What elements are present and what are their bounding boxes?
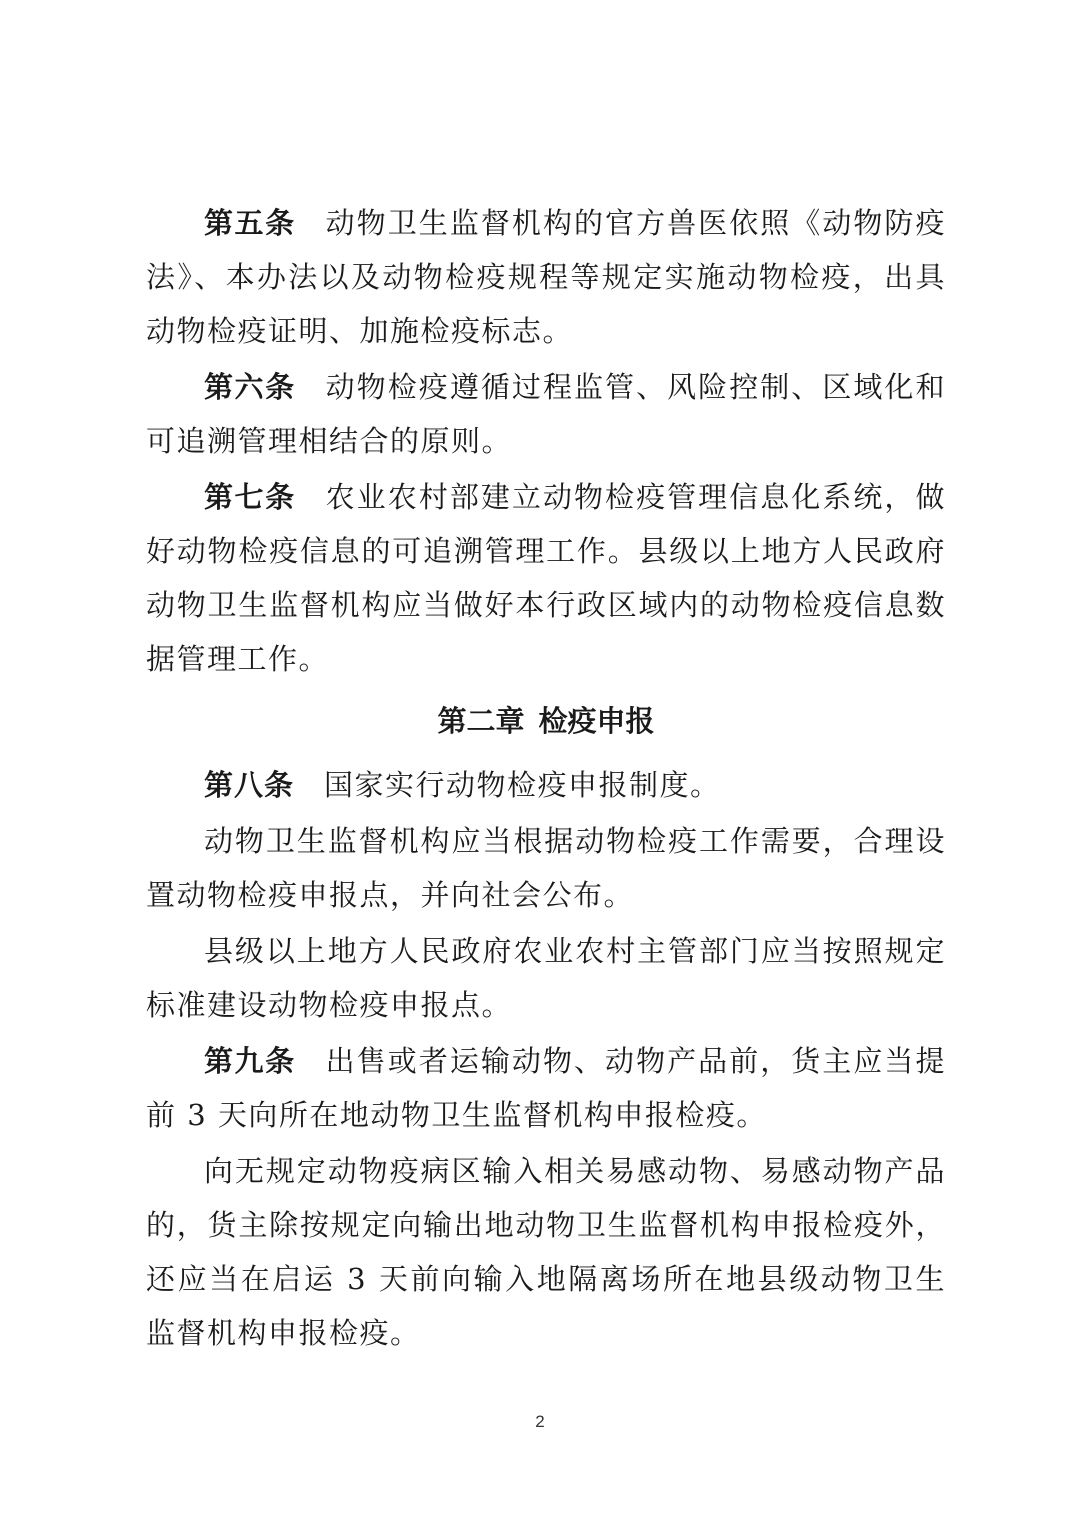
article-text: 国家实行动物检疫申报制度。	[324, 768, 721, 802]
article-7	[146, 470, 946, 686]
article-8	[146, 758, 946, 812]
article-9	[146, 1034, 946, 1142]
article-label: 第五条	[204, 206, 296, 240]
article-text: 出售或者运输动物、动物产品前，货主应当提前 3 天向所在地动物卫生监督机构申报检疫。	[146, 1044, 946, 1132]
article-label: 第九条	[204, 1044, 296, 1078]
article-text: 动物检疫遵循过程监管、风险控制、区域化和可追溯管理相结合的原则。	[146, 370, 946, 458]
article-5	[146, 196, 946, 358]
article-text: 动物卫生监督机构的官方兽医依照《动物防疫法》、本办法以及动物检疫规程等规定实施动物检疫，出具动物检疫证明、加施检疫标志。	[146, 206, 946, 348]
article-text: 农业农村部建立动物检疫管理信息化系统，做好动物检疫信息的可追溯管理工作。县级以上地方人民政府动物卫生监督机构应当做好本行政区域内的动物检疫信息数据管理工作。	[146, 480, 946, 676]
chapter-title: 检疫申报	[538, 704, 655, 738]
page-number: 2	[535, 1412, 545, 1431]
chapter-heading	[146, 694, 946, 748]
article-6	[146, 360, 946, 468]
article-label: 第六条	[204, 370, 296, 404]
paragraph: 动物卫生监督机构应当根据动物检疫工作需要，合理设置动物检疫申报点，并向社会公布。	[146, 824, 946, 912]
document-body	[146, 196, 946, 1362]
paragraph: 县级以上地方人民政府农业农村主管部门应当按照规定标准建设动物检疫申报点。	[146, 934, 946, 1022]
article-label: 第八条	[204, 768, 295, 802]
chapter-number: 第二章	[437, 704, 525, 738]
paragraph: 向无规定动物疫病区输入相关易感动物、易感动物产品的，货主除按规定向输出地动物卫生监督机构申报检疫外，还应当在启运 3 天前向输入地隔离场所在地县级动物卫生监督机构申报检疫。	[146, 1154, 946, 1350]
article-label: 第七条	[204, 480, 296, 514]
